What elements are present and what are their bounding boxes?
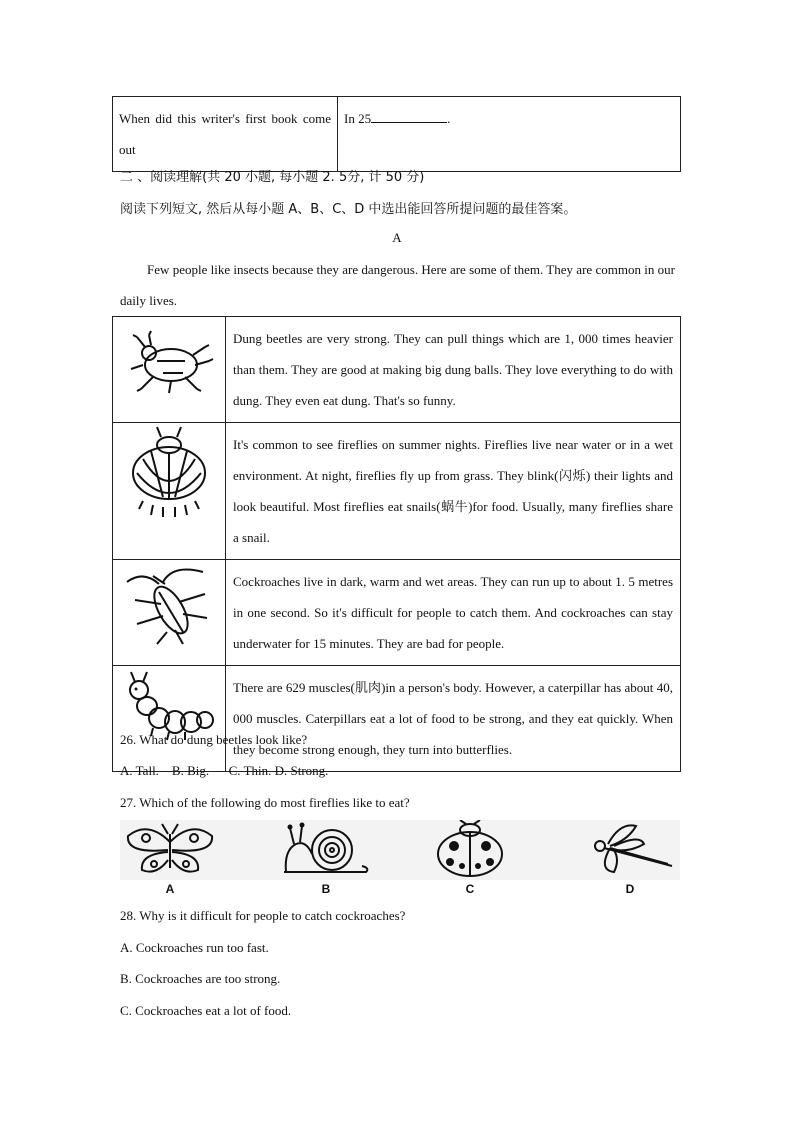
snail-icon bbox=[276, 820, 376, 880]
insect-table bbox=[112, 316, 681, 772]
beetle-icon bbox=[113, 317, 225, 409]
beetle-description: Dung beetles are very strong. They can pull things which are 1, 000 times heavier than them. They are good at making big dung balls. They love everything to do with dung. They even eat dung. That's so funny. bbox=[233, 331, 673, 408]
question-28-option-a[interactable]: A. Cockroaches run too fast. bbox=[120, 940, 269, 955]
butterfly-icon bbox=[120, 820, 220, 880]
option-b[interactable] bbox=[276, 820, 376, 896]
caterpillar-description: There are 629 muscles(肌肉)in a person's body. However, a caterpillar has about 40, 000 muscles. Caterpillars eat a lot of food to be strong, and they eat quickly. When they become strong enough, they turn into butterflies. bbox=[233, 680, 673, 757]
cockroach-icon bbox=[113, 560, 225, 652]
option-letter: B bbox=[321, 882, 331, 896]
answer-suffix: . bbox=[447, 111, 451, 126]
option-letter: C bbox=[465, 882, 475, 896]
ladybug-icon bbox=[420, 820, 520, 880]
question-26-options: A. Tall. B. Big. C. Thin. D. Strong. bbox=[120, 763, 329, 778]
firefly-icon bbox=[113, 423, 225, 547]
section-heading: 二 、阅读理解(共 20 小题, 每小题 2. 5分, 计 50 分) bbox=[120, 170, 425, 185]
dragonfly-icon bbox=[580, 820, 680, 880]
insect-text-cell bbox=[226, 560, 681, 666]
answer-prefix: In 25 bbox=[344, 111, 372, 126]
insect-image-cell bbox=[113, 560, 226, 666]
option-c[interactable] bbox=[420, 820, 520, 896]
question-28-option-b[interactable]: B. Cockroaches are too strong. bbox=[120, 971, 281, 986]
section-instruction: 阅读下列短文, 然后从每小题 A、B、C、D 中选出能回答所提问题的最佳答案。 bbox=[120, 202, 577, 217]
insect-image-cell bbox=[113, 317, 226, 423]
answer-cell bbox=[338, 97, 681, 172]
question-27: 27. Which of the following do most fireflies like to eat? bbox=[120, 795, 410, 810]
question-text: When did this writer's first book come out bbox=[119, 111, 331, 157]
answer-blank[interactable] bbox=[371, 108, 447, 123]
insect-text-cell bbox=[226, 423, 681, 560]
question-26: 26. What do dung beetles look like? bbox=[120, 732, 308, 747]
answer-table bbox=[112, 96, 681, 172]
insect-text-cell bbox=[226, 317, 681, 423]
option-letter: D bbox=[625, 882, 635, 896]
question-28-option-c[interactable]: C. Cockroaches eat a lot of food. bbox=[120, 1003, 292, 1018]
option-d[interactable] bbox=[580, 820, 680, 896]
insect-text-cell bbox=[226, 666, 681, 772]
question-27-options bbox=[120, 820, 680, 900]
insect-image-cell bbox=[113, 666, 226, 772]
passage-intro: Few people like insects because they are dangerous. Here are some of them. They are common in our daily lives. bbox=[120, 262, 675, 308]
passage-label: A bbox=[392, 230, 402, 245]
insect-image-cell bbox=[113, 423, 226, 560]
firefly-description: It's common to see fireflies on summer nights. Fireflies live near water or in a wet environment. At night, fireflies fly up from grass. They blink(闪烁) their lights and look beautiful. Most fireflies eat snails(蜗牛)for food. Usually, many fireflies share a snail. bbox=[233, 437, 673, 545]
question-cell bbox=[113, 97, 338, 172]
question-28: 28. Why is it difficult for people to catch cockroaches? bbox=[120, 908, 406, 923]
option-a[interactable] bbox=[120, 820, 220, 896]
cockroach-description: Cockroaches live in dark, warm and wet areas. They can run up to about 1. 5 metres in one second. So it's difficult for people to catch them. And cockroaches can stay underwater for 15 minutes. They are bad for people. bbox=[233, 574, 673, 651]
option-letter: A bbox=[165, 882, 175, 896]
